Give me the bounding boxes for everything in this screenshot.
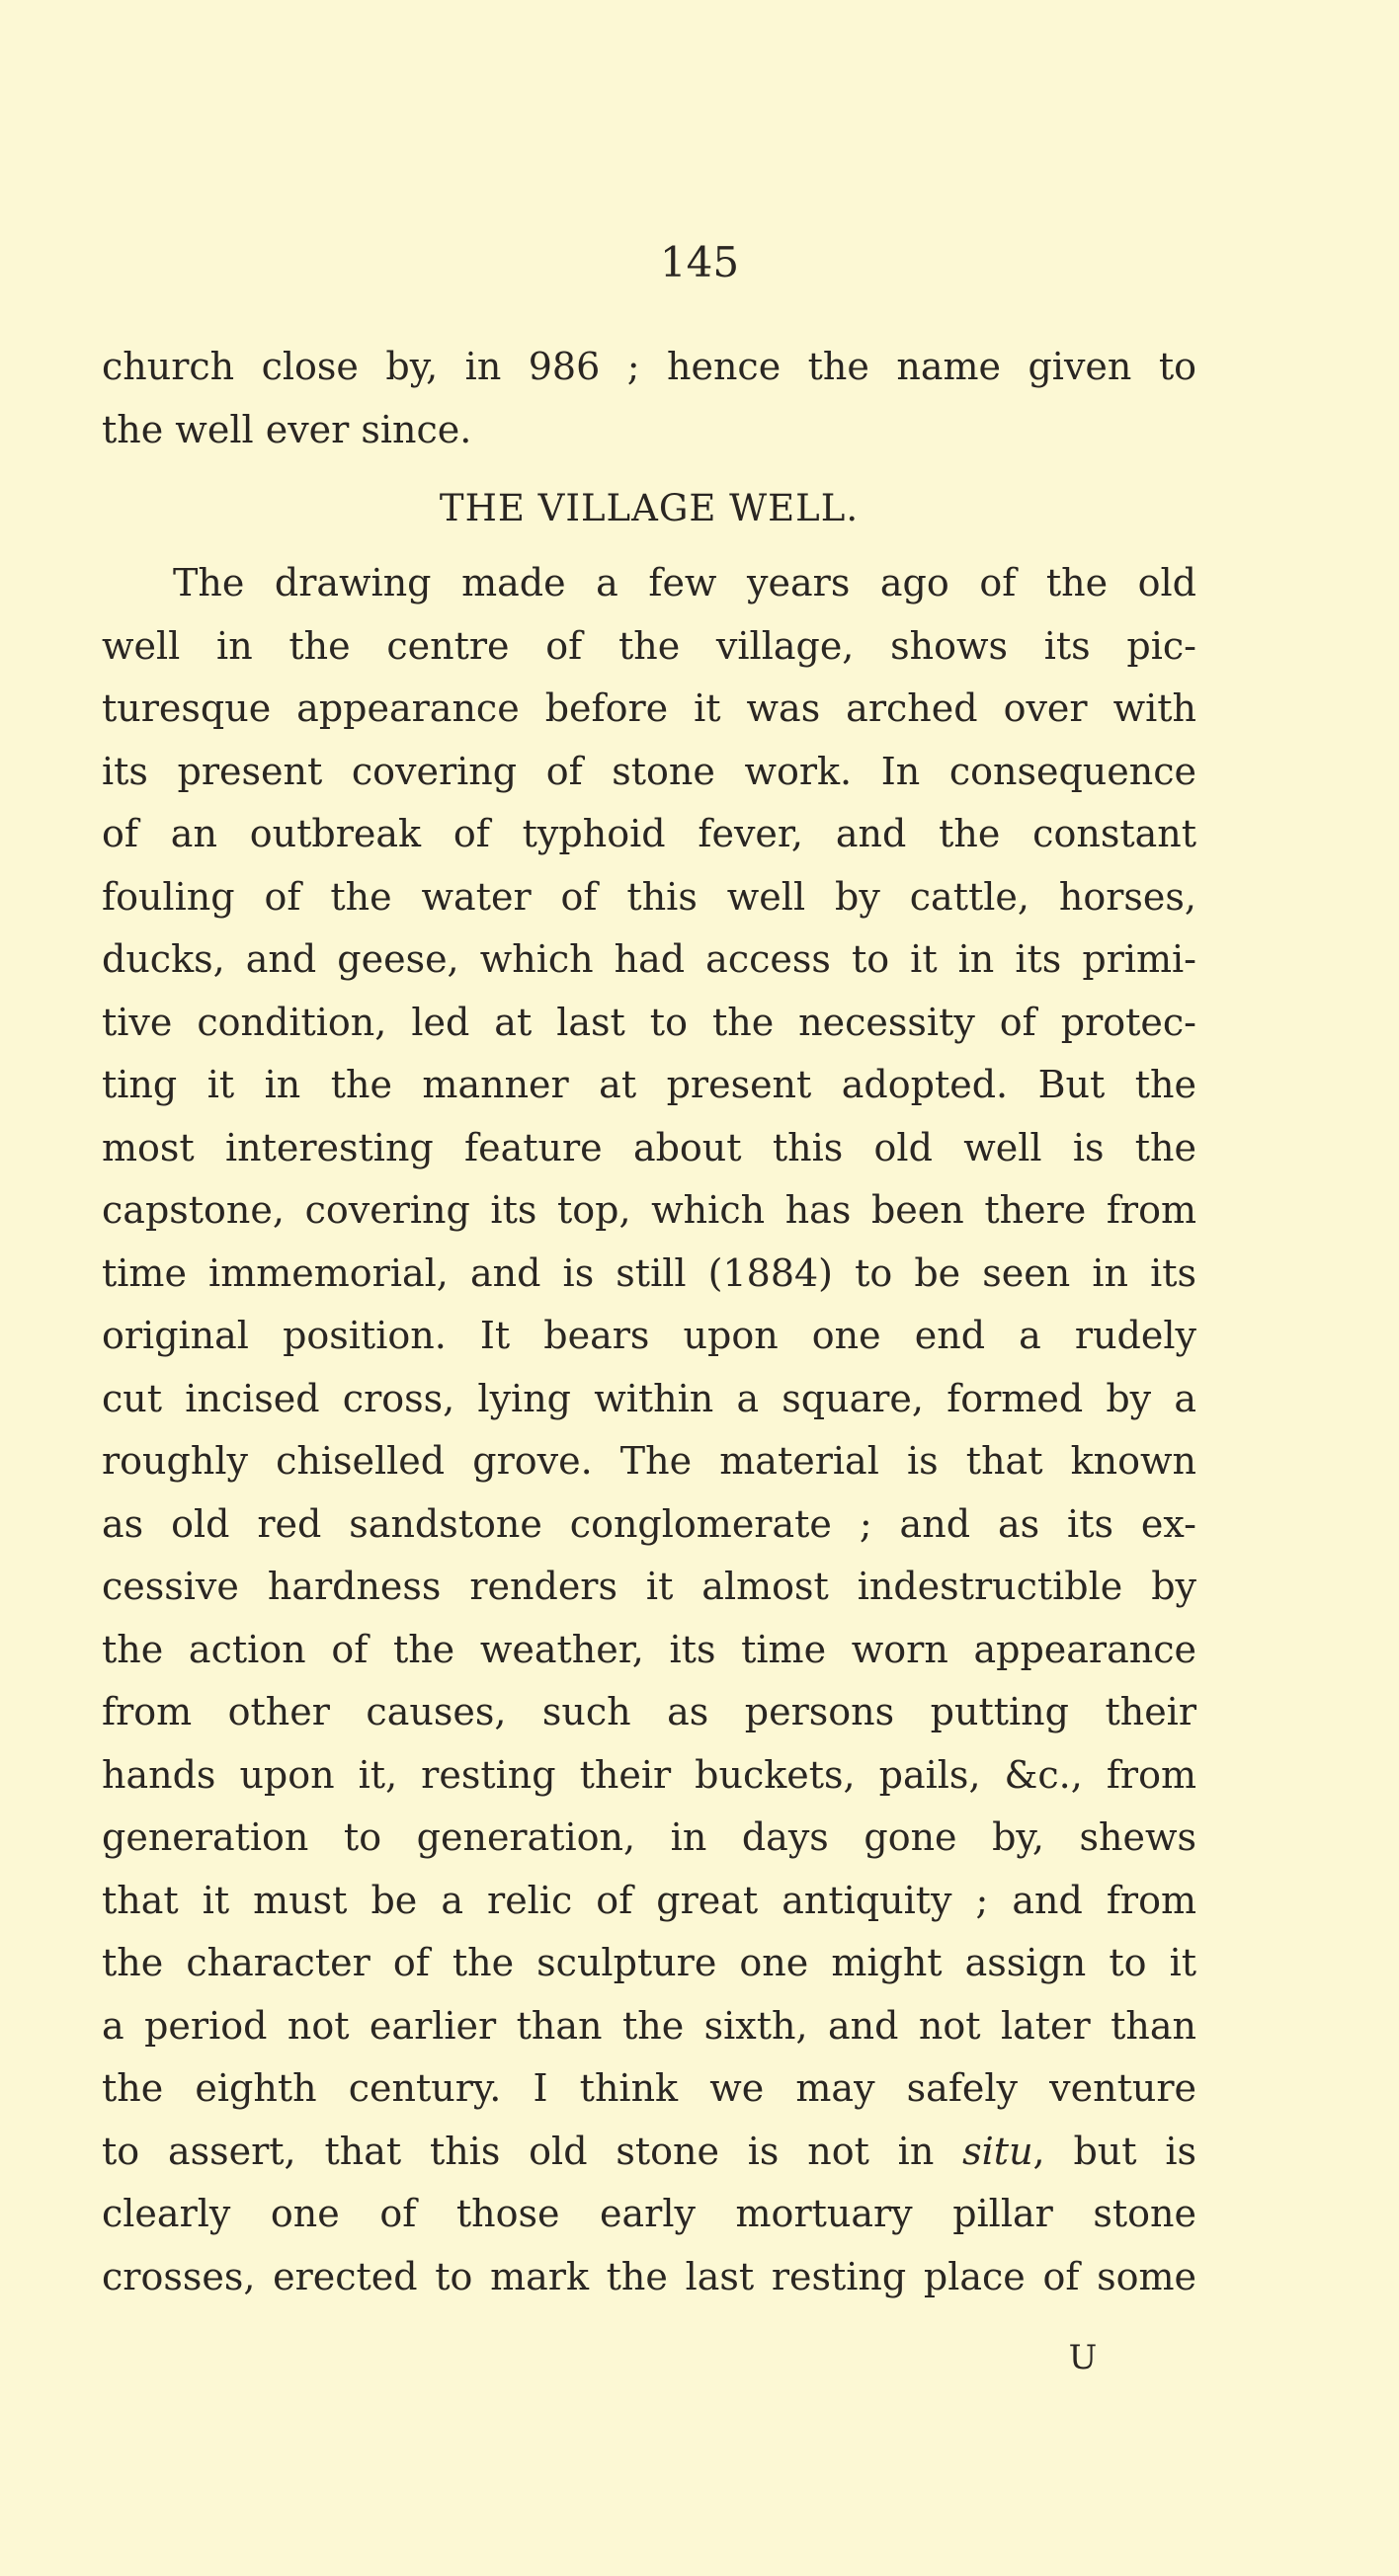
text-line: the character of the sculpture one might assign to it: [102, 1941, 1196, 1984]
page-number: 145: [659, 238, 740, 286]
text-line: clearly one of those early mortuary pillar stone: [102, 2192, 1196, 2235]
text-line: The drawing made a few years ago of the old: [173, 561, 1196, 604]
text-line: generation to generation, in days gone by, shews: [102, 1815, 1196, 1859]
text-line: fouling of the water of this well by cattle, horses,: [102, 874, 1196, 919]
text-line: from other causes, such as persons putting their: [102, 1690, 1196, 1733]
text-line: ting it in the manner at present adopted. But the: [102, 1063, 1196, 1106]
text-line: the eighth century. I think we may safely venture: [102, 2066, 1196, 2110]
text-line: its present covering of stone work. In consequence: [102, 749, 1196, 793]
paragraph: [102, 552, 1196, 2308]
text-line: original position. It bears upon one end a rudely: [102, 1314, 1196, 1357]
text-line: as old red sandstone conglomerate ; and as its ex-: [102, 1501, 1196, 1546]
text-line: of an outbreak of typhoid fever, and the constant: [102, 812, 1196, 855]
text-line: the action of the weather, its time worn appearance: [102, 1627, 1196, 1671]
italic-term: situ: [962, 2129, 1033, 2173]
section-heading: THE VILLAGE WELL.: [439, 487, 860, 529]
text-line: hands upon it, resting their buckets, pails, &c., from: [102, 1752, 1196, 1797]
text-line: most interesting feature about this old well is the: [102, 1125, 1196, 1169]
text-line: a period not earlier than the sixth, and not later than: [102, 2003, 1196, 2048]
text-line: that it must be a relic of great antiquity ; and from: [102, 1878, 1196, 1922]
text-line: time immemorial, and is still (1884) to be seen in its: [102, 1250, 1196, 1295]
intro-lines: [102, 336, 1196, 461]
text-line: turesque appearance before it was arched over with: [102, 686, 1196, 730]
text-line: ducks, and geese, which had access to it in its primi-: [102, 937, 1196, 981]
text-line: cut incised cross, lying within a square, formed by a: [102, 1376, 1196, 1420]
text-line: roughly chiselled grove. The material is that known: [102, 1439, 1196, 1483]
text-line: the well ever since.: [102, 407, 472, 451]
text-line: crosses, erected to mark the last resting place of some: [102, 2254, 1196, 2298]
text-line: church close by, in 986 ; hence the name given to: [102, 345, 1196, 388]
text-line: capstone, covering its top, which has been there from: [102, 1188, 1196, 1232]
text-line: cessive hardness renders it almost indestructible by: [102, 1565, 1196, 1608]
text-block: [102, 336, 1196, 2308]
text-line: to assert, that this old stone is not in situ, but is: [102, 2129, 1196, 2173]
text-line: well in the centre of the village, shows its pic-: [102, 623, 1196, 668]
signature-mark: U: [1068, 2338, 1098, 2377]
text-line: tive condition, led at last to the necessity of protec-: [102, 1000, 1196, 1044]
